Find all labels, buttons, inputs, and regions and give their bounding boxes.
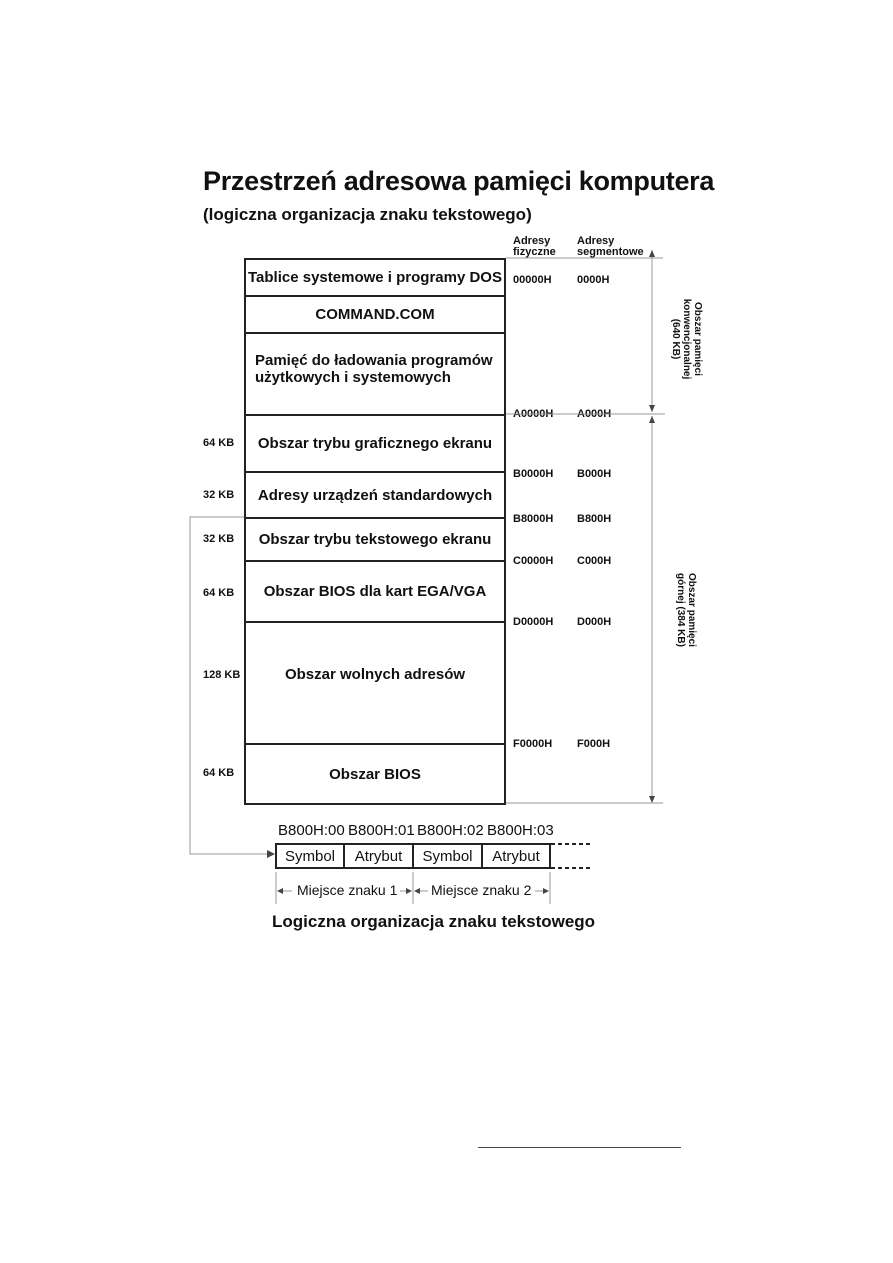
- block-label: Pamięć do ładowania programów: [255, 352, 493, 369]
- segment-address: F000H: [577, 738, 611, 750]
- size-label: 32 KB: [203, 533, 235, 545]
- physical-header-line2: fizyczne: [513, 246, 556, 258]
- physical-address: C0000H: [513, 555, 554, 567]
- size-label: 32 KB: [203, 489, 235, 501]
- physical-header-line1: Adresy: [513, 235, 551, 247]
- block-label: COMMAND.COM: [315, 306, 435, 323]
- block-label: Obszar wolnych adresów: [284, 666, 466, 683]
- block-label: Tablice systemowe i programy DOS: [248, 269, 502, 286]
- arrow-left-icon: [414, 888, 420, 894]
- char-address: B800H:00: [278, 822, 345, 839]
- char-cell-attribute: Atrybut: [481, 843, 551, 869]
- size-label: 128 KB: [203, 669, 241, 681]
- arrow-down-icon: [649, 405, 655, 412]
- arrow-up-icon: [649, 416, 655, 423]
- physical-address: A0000H: [513, 408, 554, 420]
- physical-address: 00000H: [513, 274, 552, 286]
- char-cell-symbol: Symbol: [412, 843, 483, 869]
- arrow-up-icon: [649, 250, 655, 257]
- char-cell-symbol: Symbol: [275, 843, 345, 869]
- block-label-line2: użytkowych i systemowych: [255, 369, 451, 386]
- region-line: Obszar pamięci: [686, 573, 697, 647]
- char-address: B800H:01: [348, 822, 415, 839]
- block-label: Obszar BIOS: [329, 765, 421, 783]
- char-layout-caption: Logiczna organizacja znaku tekstowego: [272, 912, 596, 931]
- segment-address: B800H: [577, 513, 612, 525]
- segment-address: D000H: [577, 616, 612, 628]
- region-line: górnej (384 KB): [675, 573, 686, 647]
- page-title: Przestrzeń adresowa pamięci komputera: [203, 166, 715, 196]
- physical-address: D0000H: [513, 616, 554, 628]
- connector-arrow-icon: [267, 850, 275, 858]
- size-label: 64 KB: [203, 587, 235, 599]
- size-label: 64 KB: [203, 437, 235, 449]
- char-address: B800H:02: [417, 822, 484, 839]
- segment-address: B000H: [577, 468, 612, 480]
- segment-address: C000H: [577, 555, 612, 567]
- segment-address: A000H: [577, 408, 612, 420]
- arrow-left-icon: [277, 888, 283, 894]
- physical-address: F0000H: [513, 738, 553, 750]
- segment-header-line2: segmentowe: [577, 246, 644, 258]
- footer-underline: [478, 1147, 681, 1148]
- block-label: Adresy urządzeń standardowych: [257, 486, 493, 504]
- upper-region-label: [673, 555, 697, 665]
- conventional-region-label: [667, 284, 703, 394]
- arrow-down-icon: [649, 796, 655, 803]
- arrow-right-icon: [543, 888, 549, 894]
- char-cell-attribute: Atrybut: [343, 843, 414, 869]
- text-mode-connector: [190, 517, 268, 854]
- segment-address: 0000H: [577, 274, 610, 286]
- block-label: Obszar trybu tekstowego ekranu: [258, 531, 492, 548]
- physical-address: B8000H: [513, 513, 554, 525]
- char-address: B800H:03: [487, 822, 554, 839]
- char-place-label: Miejsce znaku 1: [297, 882, 398, 898]
- block-label: Obszar BIOS dla kart EGA/VGA: [263, 583, 487, 600]
- page-subtitle: (logiczna organizacja znaku tekstowego): [203, 205, 532, 224]
- region-line: Obszar pamięci: [692, 302, 703, 376]
- region-line: konwencjonalnej: [681, 298, 692, 380]
- block-label: Obszar trybu graficznego ekranu: [257, 435, 493, 452]
- physical-address: B0000H: [513, 468, 554, 480]
- segment-header-line1: Adresy: [577, 235, 615, 247]
- arrow-right-icon: [406, 888, 412, 894]
- size-label: 64 KB: [203, 767, 235, 779]
- char-place-label: Miejsce znaku 2: [431, 882, 532, 898]
- region-line: (640 KB): [670, 318, 681, 360]
